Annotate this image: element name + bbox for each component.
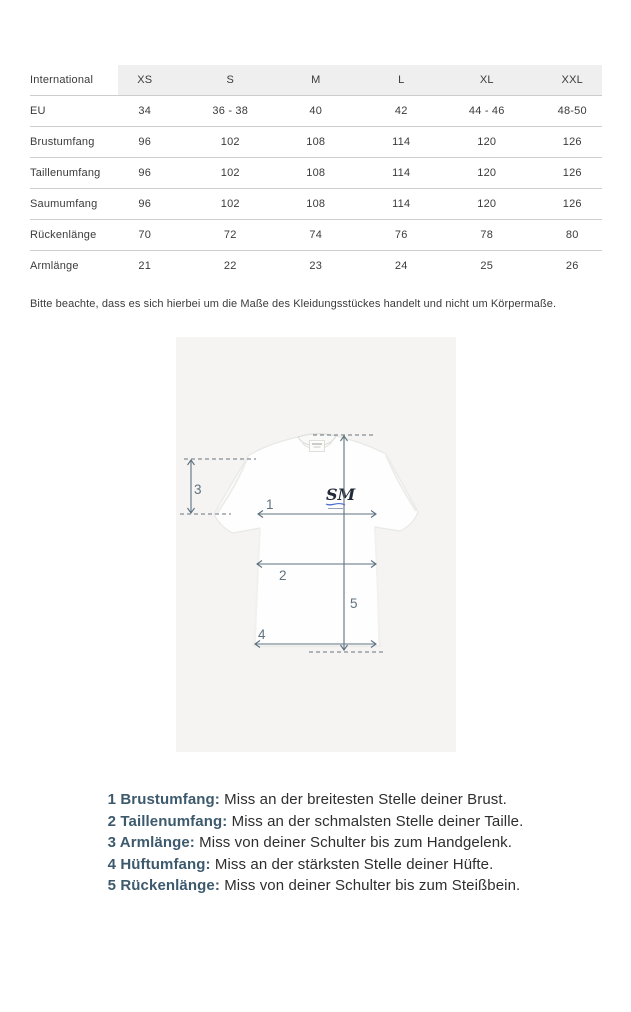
row-label-cell: Rückenlänge: [30, 229, 97, 241]
measure-label-back: 5: [349, 596, 358, 611]
measure-label-arm: 3: [193, 482, 202, 497]
legend-term: Rückenlänge:: [120, 877, 220, 894]
table-row-rueckenlaenge: [30, 220, 602, 251]
value-cell: 74: [309, 229, 323, 241]
table-row-eu: [30, 96, 602, 127]
tshirt-diagram-svg: [176, 337, 456, 752]
value-cell: 108: [306, 136, 326, 148]
legend-term: Taillenumfang:: [120, 812, 228, 830]
legend-number: 5: [107, 877, 117, 894]
svg-text:SM: SM: [325, 485, 355, 504]
measure-label-hip: 4: [257, 627, 266, 642]
value-cell: 120: [477, 167, 497, 179]
header-size-cell-xl: XL: [479, 74, 494, 86]
value-cell: 21: [138, 260, 152, 272]
value-cell: 120: [477, 136, 497, 148]
value-cell: 44 - 46: [468, 105, 505, 117]
row-label-cell: Taillenumfang: [30, 167, 101, 179]
header-size-cell-s: S: [226, 74, 235, 86]
legend-item: [108, 854, 524, 876]
row-label-cell: EU: [30, 105, 46, 117]
value-cell: 48-50: [557, 105, 587, 117]
legend-number: 1: [107, 791, 117, 808]
legend-number: 2: [107, 812, 117, 830]
header-size-cell-xxl: XXL: [561, 74, 583, 86]
table-row-saumumfang: [30, 189, 602, 220]
value-cell: 70: [138, 229, 152, 241]
legend-term: Brustumfang:: [120, 791, 220, 808]
value-cell: 126: [562, 136, 582, 148]
value-cell: 96: [138, 136, 152, 148]
legend-item: [108, 811, 524, 833]
header-size-cell-m: M: [311, 74, 321, 86]
value-cell: 72: [223, 229, 237, 241]
measurement-note: Bitte beachte, dass es sich hierbei um die Maße des Kleidungsstückes handelt und nicht um Körpermaße.: [30, 298, 557, 310]
measure-label-waist: 2: [278, 568, 287, 583]
value-cell: 42: [394, 105, 408, 117]
size-table: [30, 65, 602, 281]
legend-number: 4: [107, 855, 117, 873]
value-cell: 114: [392, 198, 411, 210]
value-cell: 108: [306, 198, 326, 210]
legend-description: Miss von deiner Schulter bis zum Steißbein.: [224, 877, 521, 894]
table-header-row: [30, 65, 602, 96]
value-cell: 76: [394, 229, 408, 241]
header-corner-cell: International: [30, 74, 94, 86]
value-cell: 36 - 38: [212, 105, 249, 117]
legend-item: [108, 789, 524, 811]
table-row-armlaenge: [30, 251, 602, 281]
header-size-cell-l: L: [398, 74, 405, 86]
tshirt-measurement-diagram: [176, 337, 456, 752]
collar-label: [309, 441, 324, 452]
value-cell: 108: [306, 167, 326, 179]
header-size-cell-xs: XS: [137, 74, 153, 86]
value-cell: 120: [477, 198, 497, 210]
table-row-brustumfang: [30, 127, 602, 158]
value-cell: 34: [138, 105, 152, 117]
legend-item: [108, 832, 524, 854]
legend-description: Miss von deiner Schulter bis zum Handgelenk.: [199, 834, 513, 851]
value-cell: 102: [220, 167, 240, 179]
value-cell: 40: [309, 105, 323, 117]
legend-item: [108, 875, 524, 897]
value-cell: 25: [480, 260, 494, 272]
row-label-cell: Saumumfang: [30, 198, 98, 210]
legend-description: Miss an der schmalsten Stelle deiner Taille.: [231, 812, 524, 830]
legend-number: 3: [107, 834, 117, 851]
table-row-taillenumfang: [30, 158, 602, 189]
row-label-cell: Armlänge: [30, 260, 79, 272]
legend-term: Hüftumfang:: [120, 855, 211, 873]
value-cell: 78: [480, 229, 494, 241]
measure-label-chest: 1: [265, 497, 274, 512]
value-cell: 96: [138, 198, 152, 210]
value-cell: 80: [565, 229, 579, 241]
value-cell: 22: [223, 260, 237, 272]
legend-term: Armlänge:: [119, 834, 195, 851]
value-cell: 114: [392, 136, 411, 148]
value-cell: 126: [562, 167, 582, 179]
value-cell: 24: [394, 260, 408, 272]
value-cell: 102: [220, 198, 240, 210]
value-cell: 126: [562, 198, 582, 210]
measurement-legend: [108, 789, 524, 897]
value-cell: 26: [565, 260, 579, 272]
legend-description: Miss an der breitesten Stelle deiner Brust.: [224, 791, 507, 808]
value-cell: 102: [220, 136, 240, 148]
value-cell: 23: [309, 260, 323, 272]
row-label-cell: Brustumfang: [30, 136, 95, 148]
legend-description: Miss an der stärksten Stelle deiner Hüfte.: [214, 855, 494, 873]
value-cell: 96: [138, 167, 152, 179]
value-cell: 114: [392, 167, 411, 179]
